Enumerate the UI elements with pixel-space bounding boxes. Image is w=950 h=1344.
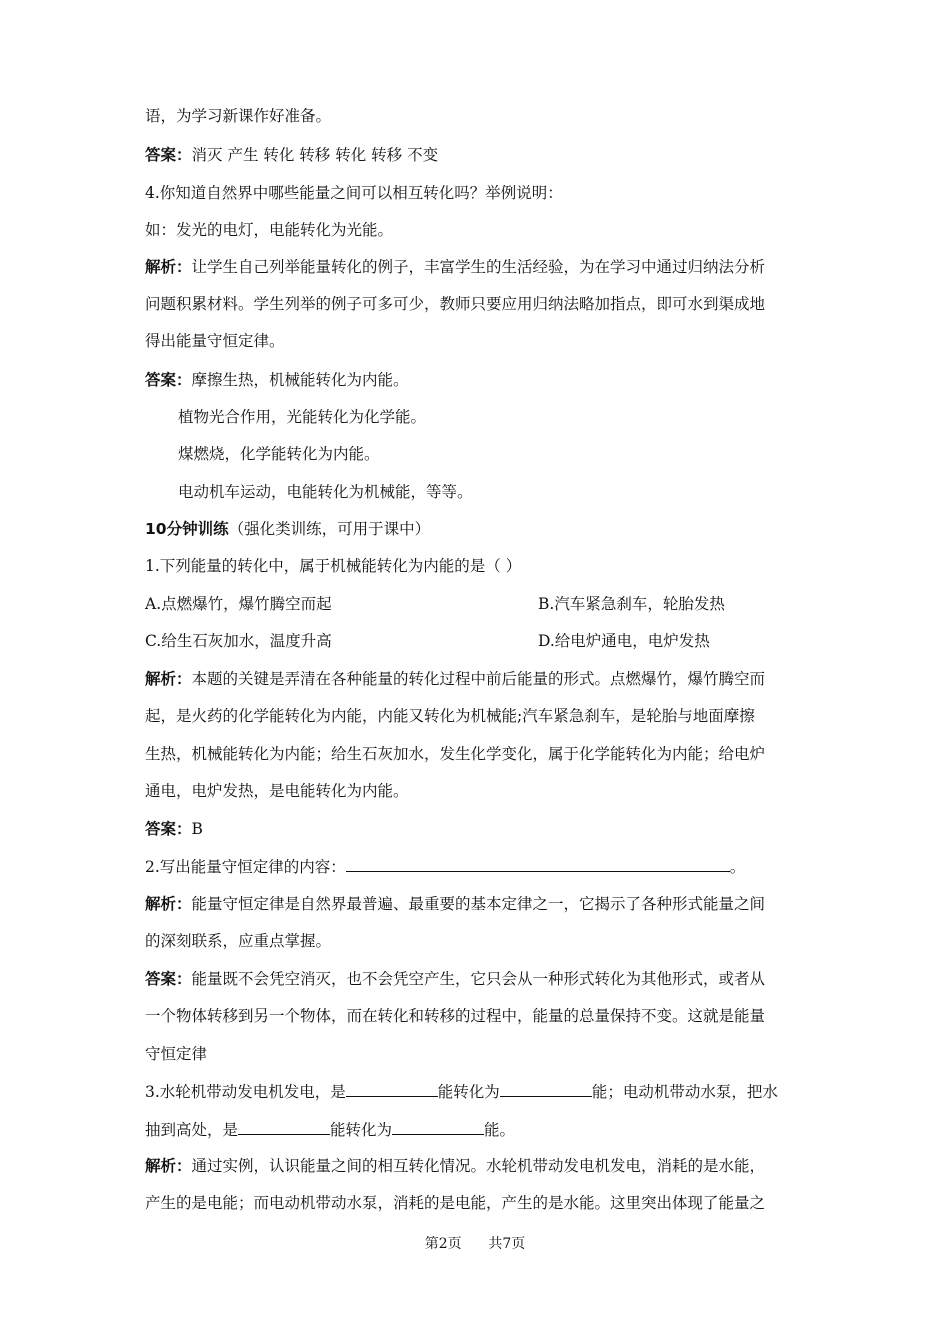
t3-question-line [145, 1081, 778, 1102]
t3-text: 3.水轮机带动发电机发电，是 [145, 1083, 346, 1101]
analysis-label: 解析： [145, 895, 192, 913]
t3-text: 能；电动机带动水泵，把水 [591, 1083, 778, 1101]
page-footer [0, 1233, 950, 1253]
t1-analysis-line [145, 669, 765, 689]
t3-analysis-text: 通过实例，认识能量之间的相互转化情况。水轮机带动发电机发电，消耗的是水能， [191, 1157, 766, 1175]
answer-label: 答案： [145, 970, 192, 988]
t1-analysis-line: 通电，电炉发热，是电能转化为内能。 [145, 782, 409, 800]
page-total: 共7页 [488, 1236, 526, 1252]
t2-blank[interactable] [346, 856, 730, 872]
t1-answer: B [191, 820, 203, 838]
answer-label: 答案： [145, 146, 192, 164]
t3-blank-4[interactable] [392, 1119, 484, 1135]
t2-answer-line [145, 969, 765, 989]
t2-question-end: 。 [729, 858, 746, 876]
q3-answer-line [145, 145, 438, 165]
page-number: 第2页 [424, 1236, 462, 1252]
t2-answer-line: 守恒定律 [145, 1045, 208, 1063]
answer-label: 答案： [145, 371, 192, 389]
section-title: 10分钟训练 [145, 520, 229, 538]
answer-label: 答案： [145, 820, 192, 838]
t3-blank-2[interactable] [500, 1081, 592, 1097]
q4-analysis-line: 问题积累材料。学生列举的例子可多可少，教师只要应用归纳法略加指点，即可水到渠成地 [145, 295, 766, 313]
q4-question: 4.你知道自然界中哪些能量之间可以相互转化吗？举例说明： [145, 184, 563, 202]
t3-analysis-line [145, 1156, 765, 1176]
t1-analysis-text: 本题的关键是弄清在各种能量的转化过程中前后能量的形式。点燃爆竹，爆竹腾空而 [191, 670, 766, 688]
t2-answer-text: 能量既不会凭空消灭，也不会凭空产生，它只会从一种形式转化为其他形式，或者从 [191, 970, 766, 988]
t3-blank-3[interactable] [238, 1119, 330, 1135]
t1-analysis-line: 生热，机械能转化为内能；给生石灰加水，发生化学变化，属于化学能转化为内能；给电炉 [145, 745, 766, 763]
t1-option-c: C.给生石灰加水，温度升高 [145, 632, 332, 650]
t1-answer-line [145, 819, 203, 839]
t2-analysis-line [145, 894, 765, 914]
t1-question: 1.下列能量的转化中，属于机械能转化为内能的是（ ） [145, 557, 522, 575]
q4-example: 如：发光的电灯，电能转化为光能。 [145, 221, 394, 239]
section-heading [145, 519, 430, 539]
q4-answer-line: 植物光合作用，光能转化为化学能。 [178, 408, 427, 426]
analysis-label: 解析： [145, 258, 192, 276]
q4-analysis-line [145, 257, 765, 277]
analysis-label: 解析： [145, 670, 192, 688]
t3-analysis-line: 产生的是电能；而电动机带动水泵，消耗的是电能，产生的是水能。这里突出体现了能量之 [145, 1194, 766, 1212]
section-subtitle: （强化类训练，可用于课中） [228, 520, 431, 538]
q4-analysis-text: 让学生自己列举能量转化的例子，丰富学生的生活经验，为在学习中通过归纳法分析 [191, 258, 766, 276]
t2-answer-line: 一个物体转移到另一个物体，而在转化和转移的过程中，能量的总量保持不变。这就是能量 [145, 1007, 766, 1025]
t3-text: 能转化为 [437, 1083, 500, 1101]
q4-analysis-line: 得出能量守恒定律。 [145, 332, 285, 350]
q4-answer-line: 电动机车运动，电能转化为机械能，等等。 [178, 483, 473, 501]
analysis-label: 解析： [145, 1157, 192, 1175]
q4-answer-line: 煤燃烧，化学能转化为内能。 [178, 445, 380, 463]
t1-option-a: A.点燃爆竹，爆竹腾空而起 [145, 595, 332, 613]
t3-question-line [145, 1119, 515, 1140]
t1-option-d: D.给电炉通电，电炉发热 [538, 632, 710, 650]
t3-blank-1[interactable] [346, 1081, 438, 1097]
t3-text: 能转化为 [330, 1121, 393, 1139]
t1-analysis-line: 起，是火药的化学能转化为内能，内能又转化为机械能;汽车紧急刹车，是轮胎与地面摩擦 [145, 707, 755, 725]
t2-analysis-text: 能量守恒定律是自然界最普遍、最重要的基本定律之一，它揭示了各种形式能量之间 [191, 895, 766, 913]
q4-answer-text: 摩擦生热，机械能转化为内能。 [191, 371, 409, 389]
q4-answer-line [145, 370, 409, 390]
t2-question-line [145, 856, 745, 877]
t2-analysis-line: 的深刻联系，应重点掌握。 [145, 932, 332, 950]
t2-question: 2.写出能量守恒定律的内容： [145, 858, 346, 876]
t3-text: 能。 [484, 1121, 516, 1139]
t1-option-b: B.汽车紧急刹车，轮胎发热 [538, 595, 725, 613]
q3-answer: 消灭 产生 转化 转移 转化 转移 不变 [191, 146, 439, 164]
t3-text: 抽到高处，是 [145, 1121, 239, 1139]
intro-tail: 语，为学习新课作好准备。 [145, 107, 332, 125]
